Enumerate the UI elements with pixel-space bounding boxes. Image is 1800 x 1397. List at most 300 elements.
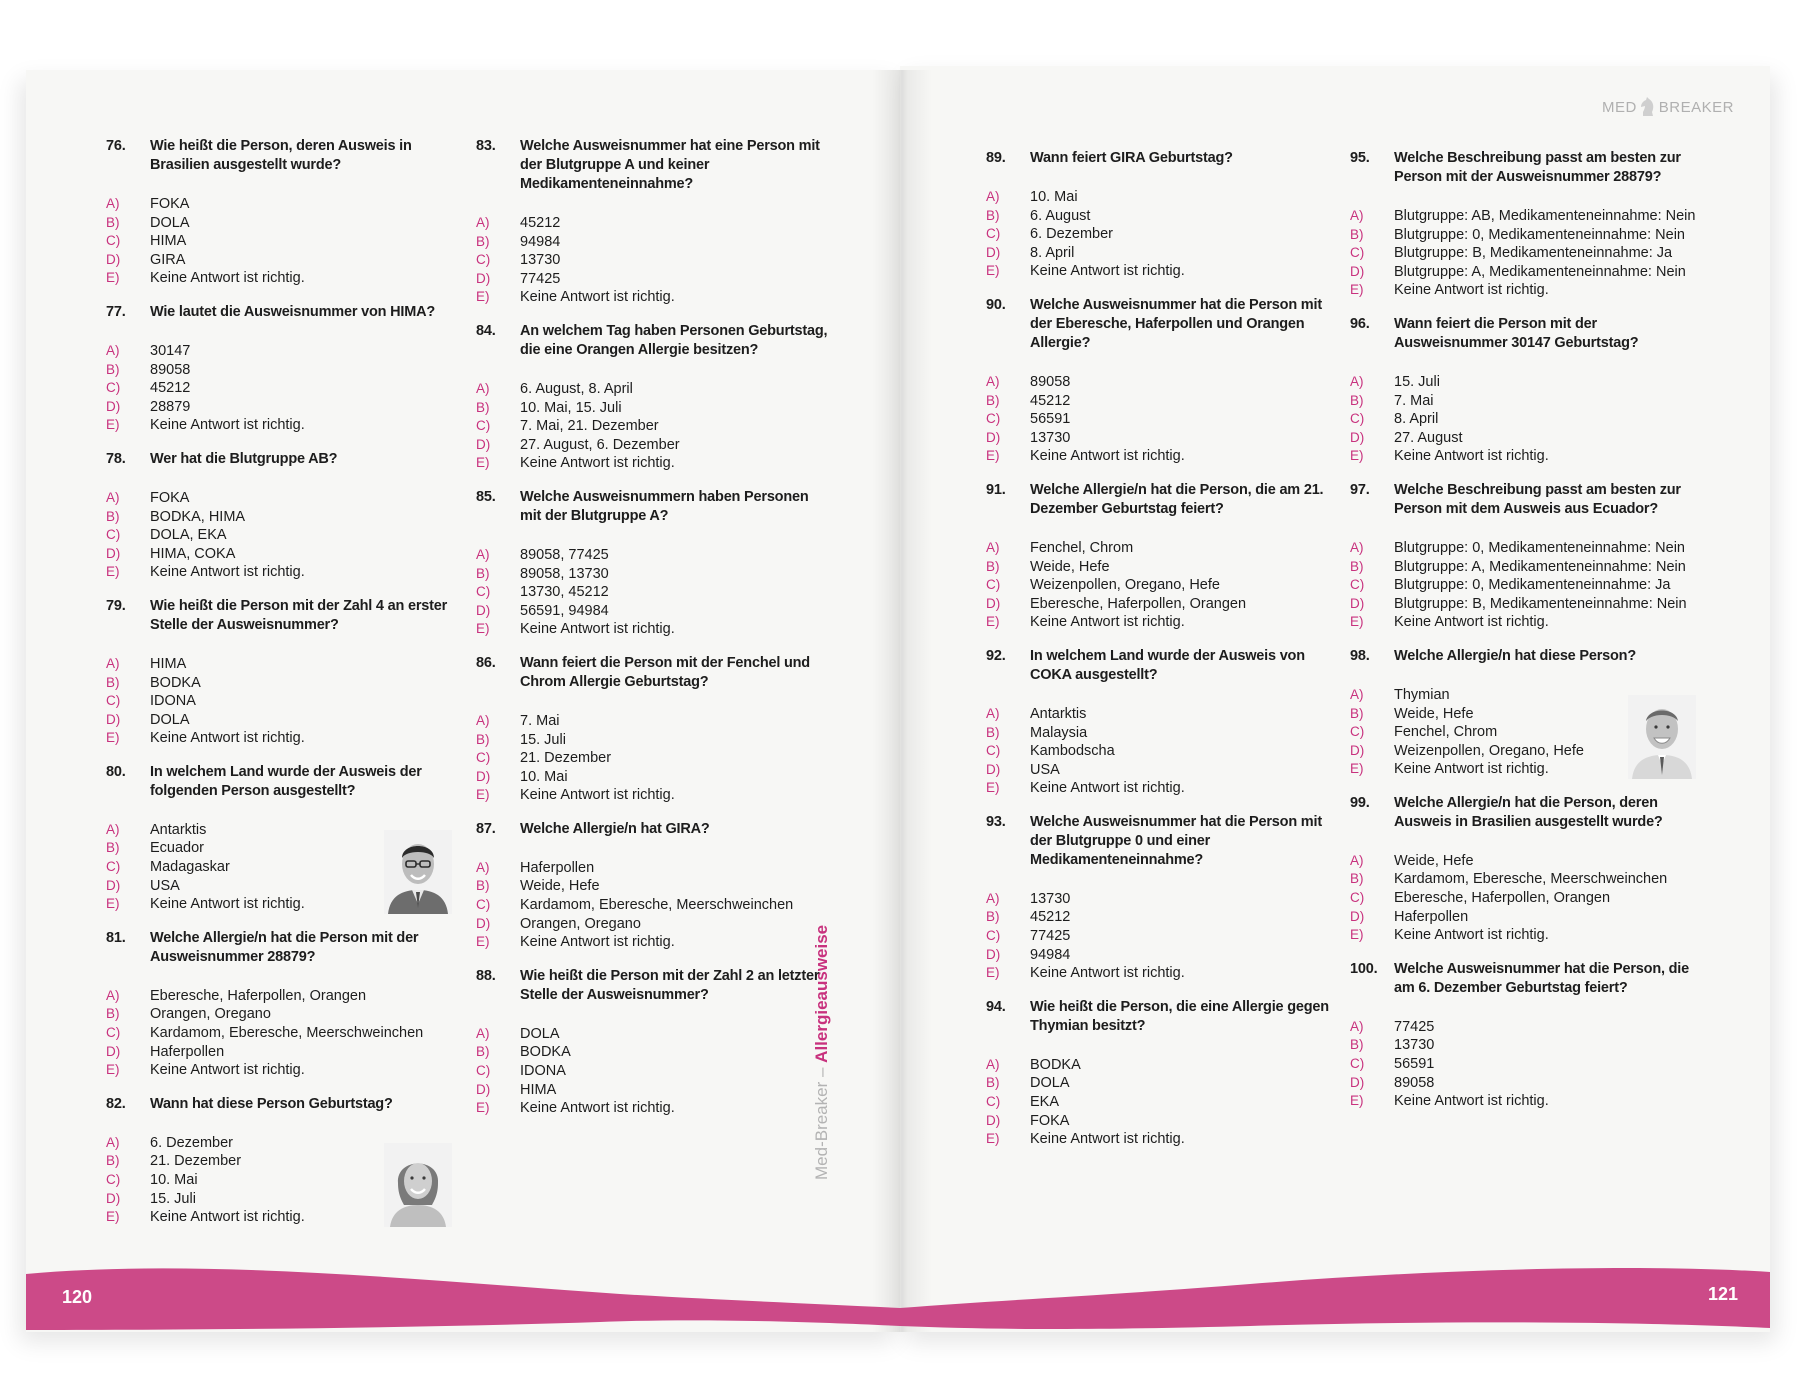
answer-letter: C) (986, 928, 1001, 944)
question-text: Welche Allergie/n hat die Person, deren Ausweis in Brasilien ausgestellt wurde? (1394, 794, 1663, 830)
answer-text: 15. Juli (1394, 373, 1440, 390)
answer-option-a (1350, 373, 1702, 392)
answer-letter: E) (106, 564, 120, 580)
question-number: 79. (106, 597, 126, 614)
page-number-right: 121 (1708, 1284, 1739, 1304)
answer-letter: B) (986, 909, 1000, 925)
question-header (1350, 149, 1702, 187)
answer-option-c (106, 232, 458, 251)
answer-letter: B) (476, 878, 490, 894)
answer-text: Keine Antwort ist richtig. (1030, 263, 1185, 280)
answer-letter: A) (986, 189, 1000, 204)
answer-option-b (106, 361, 458, 380)
answer-option-e (986, 262, 1338, 281)
answer-text: Keine Antwort ist richtig. (150, 730, 305, 747)
question-header (106, 597, 458, 635)
answer-letter: E) (986, 780, 1000, 796)
answer-letter: D) (106, 1190, 121, 1206)
answer-letter: D) (1350, 1074, 1365, 1090)
answer-text: DOLA, EKA (150, 527, 227, 544)
answer-text: 45212 (1030, 909, 1071, 926)
answer-text: Keine Antwort ist richtig. (1394, 1093, 1549, 1110)
answer-list (476, 380, 828, 473)
question-number: 77. (106, 303, 126, 320)
answer-text: Keine Antwort ist richtig. (1030, 614, 1185, 631)
answer-option-b (1350, 558, 1702, 577)
answer-option-d (1350, 263, 1702, 282)
answer-text: Kardamom, Eberesche, Meerschweinchen (520, 897, 794, 914)
answer-option-b (986, 392, 1338, 411)
answer-option-d (986, 1112, 1338, 1131)
question-number: 76. (106, 138, 126, 154)
question-header (986, 149, 1338, 168)
answer-option-d (476, 1081, 828, 1100)
answer-letter: C) (1350, 245, 1365, 261)
question-text: In welchem Land wurde der Ausweis der folgenden Person ausgestellt? (150, 763, 422, 799)
question-85 (476, 488, 828, 639)
question-number: 100. (1350, 960, 1378, 977)
answer-text: Keine Antwort ist richtig. (150, 270, 305, 287)
answer-text: 77425 (520, 270, 561, 287)
answer-list (1350, 852, 1702, 945)
question-number: 91. (986, 481, 1006, 498)
answer-option-a (986, 705, 1338, 724)
answer-letter: A) (986, 705, 1000, 721)
answer-letter: D) (986, 1112, 1001, 1128)
answer-text: 89058, 77425 (520, 546, 609, 563)
answer-letter: E) (106, 1062, 120, 1078)
question-header (106, 929, 458, 967)
answer-option-a (476, 1025, 828, 1044)
answer-letter: D) (1350, 595, 1365, 611)
answer-letter: E) (476, 1100, 490, 1116)
answer-text: 56591, 94984 (520, 602, 609, 619)
answer-letter: D) (106, 1043, 121, 1059)
question-text: Welche Beschreibung passt am besten zur Person mit der Ausweisnummer 28879? (1394, 150, 1681, 185)
answer-option-a (476, 546, 828, 565)
question-80 (106, 763, 458, 914)
answer-option-a (106, 342, 458, 361)
answer-text: Fenchel, Chrom (1394, 724, 1498, 741)
answer-text: 13730 (1030, 890, 1071, 907)
answer-letter: A) (106, 655, 120, 671)
answer-text: Haferpollen (520, 859, 595, 876)
answer-option-a (476, 214, 828, 233)
answer-text: HIMA, COKA (150, 545, 236, 562)
question-text: Welche Ausweisnummer hat eine Person mit der Blutgruppe A und keiner Medikamenteneinnahme? (520, 138, 820, 192)
answer-option-a (986, 188, 1338, 207)
answer-letter: B) (1350, 392, 1364, 408)
answer-text: Haferpollen (1394, 908, 1469, 925)
answer-letter: C) (106, 380, 121, 396)
answer-option-a (106, 489, 458, 508)
question-95 (1350, 149, 1702, 300)
answer-text: IDONA (150, 693, 196, 710)
answer-list (106, 987, 458, 1080)
answer-letter: A) (986, 539, 1000, 555)
answer-list (106, 489, 458, 582)
answer-option-d (106, 1043, 458, 1062)
answer-letter: D) (476, 602, 491, 618)
answer-text: 10. Mai (150, 1172, 198, 1188)
answer-option-b (986, 724, 1338, 743)
answer-letter: B) (1350, 871, 1364, 887)
brand-med: MED (1601, 98, 1637, 116)
answer-text: Weide, Hefe (1394, 852, 1474, 869)
answer-text: 28879 (150, 398, 191, 415)
answer-letter: C) (1350, 411, 1365, 427)
answer-option-e (986, 964, 1338, 983)
answer-option-e (106, 1061, 458, 1080)
answer-letter: C) (986, 1094, 1001, 1110)
question-92 (986, 647, 1338, 798)
answer-text: Weizenpollen, Oregano, Hefe (1394, 742, 1584, 759)
answer-option-c (1350, 244, 1702, 263)
answer-text: 56591 (1030, 411, 1071, 428)
answer-letter: E) (476, 289, 490, 305)
answer-option-b (986, 558, 1338, 577)
answer-letter: D) (986, 595, 1001, 611)
question-89 (986, 149, 1338, 281)
answer-option-c (476, 417, 828, 436)
answer-letter: B) (986, 724, 1000, 740)
answer-text: 6. Dezember (150, 1134, 234, 1151)
answer-text: Keine Antwort ist richtig. (1394, 282, 1549, 299)
answer-option-c (1350, 576, 1702, 595)
question-number: 88. (476, 967, 496, 984)
answer-letter: D) (986, 761, 1001, 777)
answer-letter: A) (986, 890, 1000, 906)
answer-letter: B) (1350, 226, 1364, 242)
answer-option-c (106, 526, 458, 545)
answer-option-a (476, 712, 828, 731)
answer-text: Weizenpollen, Oregano, Hefe (1030, 577, 1220, 594)
answer-text: 45212 (150, 380, 191, 397)
answer-text: Keine Antwort ist richtig. (520, 787, 675, 804)
answer-letter: A) (1350, 852, 1364, 868)
answer-list (476, 546, 828, 639)
answer-letter: A) (106, 489, 120, 505)
answer-text: Keine Antwort ist richtig. (520, 289, 675, 306)
answer-letter: E) (106, 270, 120, 286)
answer-text: Keine Antwort ist richtig. (1030, 780, 1185, 797)
answer-text: Blutgruppe: B, Medikamenteneinnahme: Ja (1394, 245, 1673, 262)
answer-text: Weide, Hefe (1030, 558, 1110, 575)
answer-text: Weide, Hefe (1394, 705, 1474, 722)
answer-text: Fenchel, Chrom (1030, 539, 1134, 556)
answer-letter: C) (476, 584, 491, 600)
question-87 (476, 820, 828, 952)
answer-letter: C) (986, 411, 1001, 427)
answer-letter: A) (476, 546, 490, 562)
answer-option-b (106, 1005, 458, 1024)
answer-option-a (106, 987, 458, 1006)
answer-letter: A) (1350, 208, 1364, 223)
answer-letter: C) (1350, 577, 1365, 593)
answer-option-a (1350, 852, 1702, 871)
chess-knight-icon (1639, 96, 1657, 118)
question-text: Wie lautet die Ausweisnummer von HIMA? (150, 303, 435, 320)
answer-option-c (986, 225, 1338, 244)
answer-letter: B) (1350, 558, 1364, 574)
question-text: Wer hat die Blutgruppe AB? (150, 450, 338, 467)
answer-text: BODKA (520, 1044, 571, 1061)
answer-option-d (106, 711, 458, 730)
question-93 (986, 813, 1338, 983)
answer-text: Keine Antwort ist richtig. (1394, 761, 1549, 778)
answer-letter: D) (1350, 908, 1365, 924)
answer-text: Eberesche, Haferpollen, Orangen (1394, 890, 1611, 907)
answer-letter: B) (986, 392, 1000, 408)
question-text: Welche Allergie/n hat die Person mit der Ausweisnummer 28879? (150, 929, 419, 965)
answer-letter: A) (476, 1025, 490, 1041)
answer-text: Blutgruppe: A, Medikamenteneinnahme: Nein (1394, 558, 1686, 575)
answer-list (1350, 207, 1702, 300)
question-header (106, 763, 458, 801)
answer-option-c (476, 251, 828, 270)
question-88 (476, 967, 828, 1118)
answer-text: Blutgruppe: 0, Medikamenteneinnahme: Ja (1394, 577, 1671, 594)
answer-option-b (1350, 392, 1702, 411)
answer-option-c (986, 410, 1338, 429)
answer-text: HIMA (150, 655, 187, 672)
question-header (476, 820, 828, 839)
answer-text: Ecuador (150, 840, 205, 857)
answer-option-d (986, 946, 1338, 965)
answer-option-a (106, 195, 458, 214)
answer-list (1350, 373, 1702, 466)
question-number: 83. (476, 138, 496, 154)
answer-option-c (986, 742, 1338, 761)
answer-text: Kambodscha (1030, 743, 1115, 760)
answer-option-e (476, 1099, 828, 1118)
answer-text: FOKA (1030, 1112, 1070, 1129)
answer-letter: B) (476, 731, 490, 747)
answer-letter: E) (106, 730, 120, 746)
answer-option-c (476, 896, 828, 915)
footer-band-right (900, 1268, 1770, 1329)
answer-option-d (1350, 595, 1702, 614)
brand-breaker: BREAKER (1658, 98, 1734, 116)
answer-text: 27. August, 6. Dezember (520, 436, 680, 453)
answer-text: 45212 (520, 215, 561, 231)
answer-letter: C) (1350, 724, 1365, 740)
answer-text: Keine Antwort ist richtig. (1394, 614, 1549, 631)
answer-letter: A) (476, 380, 490, 396)
answer-option-e (476, 454, 828, 473)
answer-letter: E) (1350, 282, 1364, 298)
answer-option-d (1350, 429, 1702, 448)
answer-option-e (1350, 447, 1702, 466)
answer-option-a (476, 859, 828, 878)
side-label-series: Med-Breaker (812, 1081, 831, 1180)
answer-letter: B) (106, 840, 120, 856)
answer-text: 45212 (1030, 392, 1071, 409)
question-header (1350, 481, 1702, 519)
question-header (986, 481, 1338, 519)
answer-letter: D) (476, 270, 491, 286)
answer-text: 13730 (1394, 1037, 1435, 1054)
question-84 (476, 322, 828, 473)
answer-option-e (476, 933, 828, 952)
answer-option-b (106, 674, 458, 693)
question-number: 86. (476, 654, 496, 671)
side-label-topic: Allergieausweise (812, 924, 831, 1063)
answer-text: Orangen, Oregano (150, 1006, 271, 1023)
answer-text: DOLA (150, 214, 190, 231)
answer-text: Keine Antwort ist richtig. (1394, 448, 1549, 465)
answer-text: 10. Mai, 15. Juli (520, 399, 622, 416)
answer-list (986, 188, 1338, 281)
answer-letter: A) (476, 712, 490, 728)
answer-option-e (106, 729, 458, 748)
answer-option-b (1350, 1036, 1702, 1055)
answer-text: FOKA (150, 489, 190, 506)
question-header (986, 647, 1338, 685)
question-header (986, 296, 1338, 353)
answer-text: 7. Mai (1394, 392, 1434, 409)
answer-text: Weide, Hefe (520, 878, 600, 895)
answer-text: 89058, 13730 (520, 565, 609, 582)
answer-option-a (986, 373, 1338, 392)
answer-text: IDONA (520, 1063, 566, 1080)
answer-text: HIMA (520, 1081, 557, 1098)
answer-option-c (106, 692, 458, 711)
answer-letter: D) (476, 1081, 491, 1097)
answer-option-b (476, 877, 828, 896)
question-81 (106, 929, 458, 1080)
question-number: 87. (476, 820, 496, 837)
answer-option-d (476, 602, 828, 621)
answer-text: Keine Antwort ist richtig. (1394, 927, 1549, 944)
question-number: 80. (106, 763, 126, 780)
answer-letter: A) (106, 342, 120, 358)
question-text: Wann hat diese Person Geburtstag? (150, 1095, 393, 1112)
answer-option-a (986, 1056, 1338, 1075)
answer-list (476, 712, 828, 805)
question-header (1350, 315, 1702, 353)
answer-list (986, 539, 1338, 632)
answer-text: Keine Antwort ist richtig. (520, 1100, 675, 1117)
answer-letter: C) (476, 897, 491, 913)
answer-text: 13730 (1030, 429, 1071, 446)
answer-letter: A) (476, 859, 490, 875)
answer-option-b (476, 731, 828, 750)
answer-option-a (476, 380, 828, 399)
answer-list (1350, 539, 1702, 632)
answer-text: Keine Antwort ist richtig. (150, 896, 305, 913)
answer-letter: A) (1350, 539, 1364, 555)
question-number: 96. (1350, 315, 1370, 332)
question-text: Welche Ausweisnummer hat die Person mit der Blutgruppe 0 und einer Medikamenteneinnahme? (1030, 813, 1322, 868)
answer-option-b (106, 508, 458, 527)
question-header (476, 967, 828, 1005)
question-98 (1350, 647, 1702, 779)
question-header (1350, 794, 1702, 832)
answer-text: Malaysia (1030, 724, 1088, 741)
answer-letter: B) (1350, 1037, 1364, 1053)
answer-text: 30147 (150, 342, 191, 359)
answer-text: Blutgruppe: 0, Medikamenteneinnahme: Nein (1394, 539, 1685, 556)
question-82 (106, 1095, 458, 1227)
answer-text: 10. Mai (1030, 189, 1078, 205)
question-header (476, 488, 828, 526)
answer-option-e (106, 416, 458, 435)
answer-list (1350, 1018, 1702, 1111)
question-header (106, 303, 458, 322)
answer-text: USA (150, 877, 180, 894)
question-number: 85. (476, 488, 496, 505)
answer-text: BODKA (150, 674, 201, 691)
question-97 (1350, 481, 1702, 632)
question-text: Welche Allergie/n hat die Person, die am 21. Dezember Geburtstag feiert? (1030, 481, 1324, 517)
answer-list (986, 705, 1338, 798)
answer-option-a (106, 655, 458, 674)
answer-text: Madagaskar (150, 859, 230, 876)
answer-text: 10. Mai (520, 768, 568, 785)
answer-text: 6. August, 8. April (520, 380, 633, 397)
answer-letter: A) (106, 196, 120, 211)
answer-option-e (986, 613, 1338, 632)
answer-text: 13730 (520, 252, 561, 269)
answer-option-e (476, 620, 828, 639)
answer-letter: D) (1350, 429, 1365, 445)
answer-text: 77425 (1394, 1018, 1435, 1035)
question-number: 95. (1350, 150, 1370, 166)
answer-letter: E) (986, 448, 1000, 464)
answer-letter: E) (1350, 448, 1364, 464)
question-76 (106, 137, 458, 288)
answer-option-d (986, 761, 1338, 780)
question-91 (986, 481, 1338, 632)
answer-option-c (1350, 1055, 1702, 1074)
answer-letter: E) (476, 787, 490, 803)
answer-letter: D) (106, 251, 121, 267)
answer-text: Keine Antwort ist richtig. (1030, 965, 1185, 982)
question-header (986, 813, 1338, 870)
question-header (476, 137, 828, 194)
answer-list (106, 655, 458, 748)
answer-letter: C) (476, 252, 491, 268)
answer-text: Keine Antwort ist richtig. (150, 417, 305, 434)
answer-text: 56591 (1394, 1056, 1435, 1073)
answer-option-e (986, 1130, 1338, 1149)
answer-option-d (106, 398, 458, 417)
answer-option-b (1350, 870, 1702, 889)
answer-option-e (986, 447, 1338, 466)
answer-option-d (986, 429, 1338, 448)
brand-logo (1602, 96, 1734, 118)
answer-letter: C) (1350, 890, 1365, 906)
answer-option-a (1350, 1018, 1702, 1037)
answer-option-b (476, 1043, 828, 1062)
question-text: Welche Beschreibung passt am besten zur Person mit dem Ausweis aus Ecuador? (1394, 481, 1681, 517)
question-96 (1350, 315, 1702, 466)
answer-option-c (986, 1093, 1338, 1112)
question-text: Welche Allergie/n hat diese Person? (1394, 647, 1636, 664)
question-text: An welchem Tag haben Personen Geburtstag, die eine Orangen Allergie besitzen? (520, 322, 828, 358)
portrait-photo-man-smiling (1628, 695, 1696, 779)
answer-text: Keine Antwort ist richtig. (520, 621, 675, 638)
answer-letter: B) (476, 565, 490, 581)
answer-list (476, 1025, 828, 1118)
answer-letter: A) (476, 215, 490, 230)
answer-letter: D) (986, 429, 1001, 445)
answer-text: Antarktis (1030, 705, 1087, 722)
question-77 (106, 303, 458, 435)
question-number: 82. (106, 1095, 126, 1112)
question-99 (1350, 794, 1702, 945)
